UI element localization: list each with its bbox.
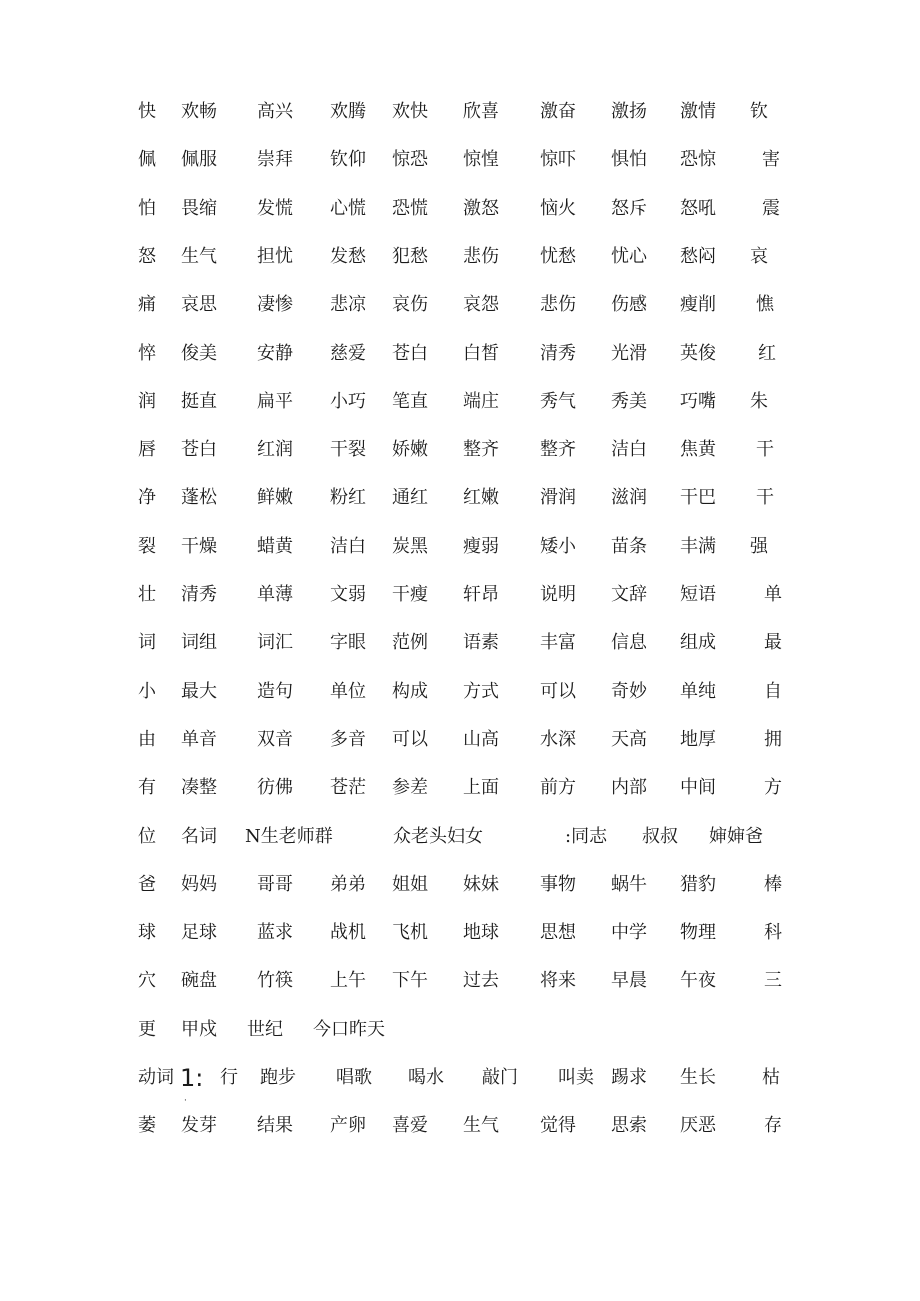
word: 悲伤 (540, 294, 576, 316)
word: 更 (138, 1018, 156, 1040)
text-line (0, 773, 920, 803)
word: 怒 (138, 245, 156, 267)
word: 愁闷 (680, 245, 716, 267)
word: 悲伤 (463, 245, 499, 267)
word: 红嫩 (463, 487, 499, 509)
word: 下午 (392, 970, 428, 992)
word: 哀怨 (463, 294, 499, 316)
word: 存 (764, 1115, 782, 1137)
word: 生气 (181, 245, 217, 267)
text-line (0, 918, 920, 948)
word: 钦 (750, 101, 768, 122)
word: 蓝求 (257, 922, 293, 944)
word: 字眼 (330, 632, 366, 654)
word: 怕 (138, 197, 156, 219)
word: 唇 (138, 439, 156, 461)
word: 激怒 (463, 197, 499, 219)
word: 欢快 (392, 101, 428, 122)
word: 滑润 (540, 487, 576, 509)
word: N生老师群 (245, 825, 333, 847)
text-line (0, 1063, 920, 1093)
text-line (0, 483, 920, 513)
word: 激情 (680, 101, 716, 122)
word: 惧怕 (611, 149, 647, 171)
word: 干巴 (680, 487, 716, 509)
word: 妹妹 (463, 873, 499, 895)
word: 朱 (750, 390, 768, 412)
word: 水深 (540, 728, 576, 750)
text-line (0, 435, 920, 465)
word: 哥哥 (257, 873, 293, 895)
word: 凑整 (181, 777, 217, 799)
word: 喜爱 (392, 1115, 428, 1137)
word: 彷佛 (257, 777, 293, 799)
word: 痛 (138, 294, 156, 316)
word: 喝水 (408, 1067, 444, 1088)
text-line (0, 532, 920, 562)
word: 早晨 (611, 970, 647, 992)
word: 语素 (463, 632, 499, 654)
word: 构成 (392, 680, 428, 702)
word: 丰满 (680, 535, 716, 557)
word: 上面 (463, 777, 499, 799)
word: 单薄 (257, 584, 293, 605)
word: 害 (762, 149, 780, 171)
word: 单 (764, 584, 782, 605)
word: 行 (220, 1067, 238, 1088)
word: 通红 (392, 487, 428, 509)
word: 单位 (330, 680, 366, 702)
word: 整齐 (540, 439, 576, 461)
word: 粉红 (330, 487, 366, 509)
word: 物理 (680, 922, 716, 944)
word: 词 (138, 632, 156, 654)
word: 畏缩 (181, 197, 217, 219)
word: 战机 (330, 922, 366, 944)
text-line (0, 339, 920, 369)
word: 有 (138, 777, 156, 799)
word: 慈爱 (330, 342, 366, 364)
word: 短语 (680, 584, 716, 605)
word: 干裂 (330, 439, 366, 461)
word: 地球 (463, 922, 499, 944)
word: 红润 (257, 439, 293, 461)
word: 棒 (764, 873, 782, 895)
word: 惊恐 (392, 149, 428, 171)
word: 结果 (257, 1115, 293, 1137)
word: 名词 (181, 825, 217, 847)
text-line (0, 966, 920, 996)
word: 欣喜 (463, 101, 499, 122)
word: 婶婶爸 (709, 825, 763, 847)
word: 恼火 (540, 197, 576, 219)
word: 文弱 (330, 584, 366, 605)
word: 自 (764, 680, 782, 702)
text-line (0, 290, 920, 320)
word: 飞机 (392, 922, 428, 944)
word: 瘦削 (680, 294, 716, 316)
word: 穴 (138, 970, 156, 992)
word: 地厚 (680, 728, 716, 750)
word: 轩昂 (463, 584, 499, 605)
word: 1: (180, 1064, 204, 1092)
word: 造句 (257, 680, 293, 702)
word: 恐慌 (392, 197, 428, 219)
word: 小 (138, 680, 156, 702)
word: 笔直 (392, 390, 428, 412)
word: 欢腾 (330, 101, 366, 122)
word: 润 (138, 390, 156, 412)
word: 苍白 (181, 439, 217, 461)
word: 前方 (540, 777, 576, 799)
word: 俊美 (181, 342, 217, 364)
word: 裂 (138, 535, 156, 557)
word: 天高 (611, 728, 647, 750)
word: 忧心 (611, 245, 647, 267)
word: 说明 (540, 584, 576, 605)
word: 文辞 (611, 584, 647, 605)
word: 思想 (540, 922, 576, 944)
word: 净 (138, 487, 156, 509)
word: 动词 (138, 1067, 174, 1088)
word: 生气 (463, 1115, 499, 1137)
word: 滋润 (611, 487, 647, 509)
word: 挺直 (181, 390, 217, 412)
text-line (0, 725, 920, 755)
word: 秀气 (540, 390, 576, 412)
word: 方 (764, 777, 782, 799)
word: 可以 (392, 728, 428, 750)
text-line (0, 1111, 920, 1141)
word: 安静 (257, 342, 293, 364)
word: 将来 (540, 970, 576, 992)
text-line (0, 1015, 920, 1045)
word: 信息 (611, 632, 647, 654)
word: 整齐 (463, 439, 499, 461)
word: 事物 (540, 873, 576, 895)
word: 干瘦 (392, 584, 428, 605)
text-line (0, 870, 920, 900)
word: 蓬松 (181, 487, 217, 509)
word: 中学 (611, 922, 647, 944)
word: 叔叔 (642, 825, 678, 847)
word: 端庄 (463, 390, 499, 412)
word: 小巧 (330, 390, 366, 412)
word: 奇妙 (611, 680, 647, 702)
word: 单纯 (680, 680, 716, 702)
word: 蜗牛 (611, 873, 647, 895)
word: 拥 (764, 728, 782, 750)
word: 位 (138, 825, 156, 847)
word: 足球 (181, 922, 217, 944)
word: 发芽 (181, 1115, 217, 1137)
word: 担忧 (257, 245, 293, 267)
word: 忧愁 (540, 245, 576, 267)
word: 佩 (138, 149, 156, 171)
word: 矮小 (540, 535, 576, 557)
word: 炭黑 (392, 535, 428, 557)
text-line (0, 387, 920, 417)
word: 内部 (611, 777, 647, 799)
word: 干 (756, 439, 774, 461)
word: 扁平 (257, 390, 293, 412)
word: 光滑 (611, 342, 647, 364)
word: 憔 (756, 294, 774, 316)
word: 壮 (138, 584, 156, 605)
word: 高兴 (257, 101, 293, 122)
word: 瘦弱 (463, 535, 499, 557)
word: 干 (756, 487, 774, 509)
word: 过去 (463, 970, 499, 992)
word: 苍茫 (330, 777, 366, 799)
word: 清秀 (181, 584, 217, 605)
word: 由 (138, 728, 156, 750)
word: 怒吼 (680, 197, 716, 219)
word: 震 (762, 197, 780, 219)
word: 中间 (680, 777, 716, 799)
word: 上午 (330, 970, 366, 992)
word: 山高 (463, 728, 499, 750)
word: 萎 (138, 1115, 156, 1137)
word: 世纪 (247, 1018, 283, 1040)
word: 惊吓 (540, 149, 576, 171)
word: 苗条 (611, 535, 647, 557)
word: 悲凉 (330, 294, 366, 316)
word: 猎豹 (680, 873, 716, 895)
word: 怒斥 (611, 197, 647, 219)
word: 枯 (762, 1067, 780, 1088)
word: 唱歌 (336, 1067, 372, 1088)
text-line (0, 97, 920, 127)
word: 爸 (138, 873, 156, 895)
word: 丰富 (540, 632, 576, 654)
word: 洁白 (330, 535, 366, 557)
word: 午夜 (680, 970, 716, 992)
word: 激奋 (540, 101, 576, 122)
word: 发愁 (330, 245, 366, 267)
word: 双音 (257, 728, 293, 750)
word: 甲戍 (181, 1018, 217, 1040)
word: 红 (758, 342, 776, 364)
word: 伤感 (611, 294, 647, 316)
word: 今口昨天 (313, 1018, 385, 1040)
word: 蜡黄 (257, 535, 293, 557)
word: 哀思 (181, 294, 217, 316)
word: 三 (764, 970, 782, 992)
word: 哀伤 (392, 294, 428, 316)
word: 词汇 (257, 632, 293, 654)
word: 弟弟 (330, 873, 366, 895)
word: 苍白 (392, 342, 428, 364)
word: 悴 (138, 342, 156, 364)
word: 惊惶 (463, 149, 499, 171)
word: 产卵 (330, 1115, 366, 1137)
word: 众老头妇女 (393, 825, 483, 847)
word: 参差 (392, 777, 428, 799)
word: 犯愁 (392, 245, 428, 267)
word: 欢畅 (181, 101, 217, 122)
text-line (0, 145, 920, 175)
word: 范例 (392, 632, 428, 654)
word: 激扬 (611, 101, 647, 122)
word: 哀 (750, 245, 768, 267)
text-line (0, 677, 920, 707)
word: 白皙 (463, 342, 499, 364)
word: 巧嘴 (680, 390, 716, 412)
word: 秀美 (611, 390, 647, 412)
word: 思索 (611, 1115, 647, 1137)
word: 生长 (680, 1067, 716, 1088)
word: 佩服 (181, 149, 217, 171)
text-line (0, 628, 920, 658)
word: 妈妈 (181, 873, 217, 895)
word: 叫卖 (558, 1067, 594, 1088)
word: 最 (764, 632, 782, 654)
word: 发慌 (257, 197, 293, 219)
word: :同志 (565, 825, 608, 847)
word: 焦黄 (680, 439, 716, 461)
word: 强 (750, 535, 768, 557)
stray-mark: · (184, 1096, 187, 1106)
word: 凄惨 (257, 294, 293, 316)
word: 娇嫩 (392, 439, 428, 461)
text-line (0, 822, 920, 852)
word: 碗盘 (181, 970, 217, 992)
text-line (0, 194, 920, 224)
word: 敲门 (482, 1067, 518, 1088)
word: 竹筷 (257, 970, 293, 992)
word: 球 (138, 922, 156, 944)
word: 组成 (680, 632, 716, 654)
word: 词组 (181, 632, 217, 654)
word: 英俊 (680, 342, 716, 364)
word: 多音 (330, 728, 366, 750)
text-line (0, 242, 920, 272)
word: 鲜嫩 (257, 487, 293, 509)
word: 觉得 (540, 1115, 576, 1137)
word: 方式 (463, 680, 499, 702)
word: 崇拜 (257, 149, 293, 171)
word: 钦仰 (330, 149, 366, 171)
word: 最大 (181, 680, 217, 702)
word: 快 (138, 101, 156, 122)
word: 踢求 (611, 1067, 647, 1088)
text-line (0, 580, 920, 610)
word: 可以 (540, 680, 576, 702)
word: 姐姐 (392, 873, 428, 895)
word: 跑步 (260, 1067, 296, 1088)
word: 恐惊 (680, 149, 716, 171)
word: 科 (764, 922, 782, 944)
word: 干燥 (181, 535, 217, 557)
word: 洁白 (611, 439, 647, 461)
word: 清秀 (540, 342, 576, 364)
word: 单音 (181, 728, 217, 750)
word: 心慌 (330, 197, 366, 219)
word: 厌恶 (680, 1115, 716, 1137)
